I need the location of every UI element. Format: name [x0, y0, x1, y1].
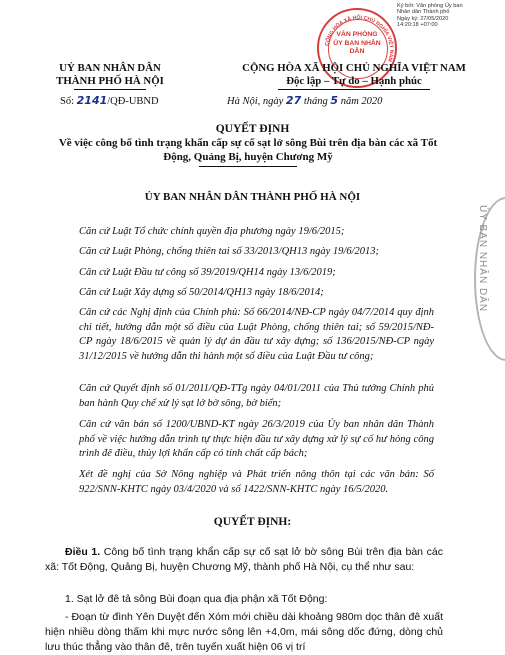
signature-line: Ký bởi: Văn phòng Ủy ban — [397, 3, 463, 9]
signature-line: Ngày ký: 27/05/2020 — [397, 15, 449, 22]
document-subtitle: Về việc công bố tình trạng khẩn cấp sự cố sạt lở sông Bùi trên địa bàn các xã Tốt Động, Quảng Bị, huyện Chương Mỹ — [58, 137, 438, 163]
decision-heading: QUYẾT ĐỊNH: — [213, 516, 292, 528]
article-label: Điều 1. — [65, 546, 101, 558]
issuer-header — [35, 62, 185, 88]
legal-basis: Căn cứ Luật Tổ chức chính quyền địa phương ngày 19/6/2015; — [79, 226, 345, 237]
legal-basis: Căn cứ các Nghị định của Chính phủ: Số 66/2014/NĐ-CP ngày 04/7/2014 quy định chi tiết, hướng dẫn một số điều của Luật Phòng, chống thiên tai; số 59/2015/NĐ-CP ngày 18/6/2015 về quản lý dự án đầu tư xây dựng; số 136/2015/NĐ-CP ngày 31/12/2015 về hướng dẫn thi hành một số điều của Luật Đầu tư công; — [79, 307, 434, 362]
motto-line-2: Độc lập – Tự do – Hạnh phúc — [286, 75, 422, 87]
legal-basis: Căn cứ Luật Xây dựng số 50/2014/QH13 ngày 18/6/2014; — [79, 287, 324, 298]
motto-line-1: CỘNG HÒA XÃ HỘI CHỦ NGHĨA VIỆT NAM — [242, 62, 466, 74]
handwritten-day: 27 — [285, 94, 302, 107]
signature-line: 14:20:18 +07:00 — [397, 22, 438, 29]
issuer-line-2: THÀNH PHỐ HÀ NỘI — [56, 75, 164, 87]
issue-date: Hà Nội, ngày 27 tháng 5 năm 2020 — [227, 94, 383, 107]
item-1-detail: - Đoạn từ đình Yên Duyệt đến Xóm mới chiều dài khoảng 980m dọc thân đê xuất hiện nhiều dòng thấm khi mực nước sông lên +4,0m, mái sông dốc đứng, dòng chủ lưu thúc thẳng vào thân đê, trên tuyến xuất hiện 06 vị trí — [45, 611, 443, 653]
document-number — [60, 94, 159, 107]
legal-basis: Căn cứ Luật Đầu tư công số 39/2019/QH14 ngày 13/6/2019; — [79, 267, 336, 278]
motto-underline — [278, 89, 430, 90]
handwritten-month: 5 — [330, 94, 339, 107]
side-seal-text: ỦY BAN NHÂN DÂN — [477, 205, 488, 313]
issuer-underline — [74, 89, 146, 90]
legal-basis: Căn cứ Quyết định số 01/2011/QĐ-TTg ngày 04/01/2011 của Thủ tướng Chính phủ ban hành Quy chế xử lý sạt lở bờ sông, bờ biển; — [79, 383, 434, 409]
signature-line: Nhân dân Thành phố — [397, 9, 450, 16]
handwritten-number: 2141 — [76, 94, 108, 107]
national-motto — [204, 62, 504, 88]
item-1: 1. Sạt lở đê tả sông Bùi đoạn qua địa phận xã Tốt Động: — [65, 593, 328, 605]
legal-basis: Căn cứ Luật Phòng, chống thiên tai số 33/2013/QH13 ngày 19/6/2013; — [79, 246, 380, 257]
article-text: Công bố tình trạng khẩn cấp sự cố sạt lở bờ sông Bùi trên địa bàn các xã: Tốt Động, Quảng Bị, huyện Chương Mỹ, thành phố Hà Nội, cụ thể như sau: — [45, 546, 443, 573]
legal-basis: Căn cứ văn bản số 1200/UBND-KT ngày 26/3/2019 của Ủy ban nhân dân Thành phố về việc hướng dẫn trình tự thực hiện đầu tư xây dựng xử lý sự cố hư hỏng công trình đê điều, thủy lợi khẩn cấp có tính chất cấp bách; — [79, 419, 434, 459]
svg-text:CỘNG HÒA XÃ HỘI CHỦ NGHĨA VIỆT: CỘNG HÒA XÃ HỘI CHỦ NGHĨA VIỆT NAM — [324, 14, 395, 63]
title-underline — [199, 166, 297, 167]
number-suffix: /QĐ-UBND — [107, 96, 159, 107]
stamp-center-text: VĂN PHÒNG ỦY BAN NHÂN DÂN — [333, 31, 381, 55]
digital-signature-note — [397, 3, 503, 29]
legal-basis: Xét đề nghị của Sở Nông nghiệp và Phát triển nông thôn tại các văn bản: Số 922/SNN-KHTC ngày 03/4/2020 và số 1422/SNN-KHTC ngày 16/5/2020. — [79, 469, 434, 495]
issuer-line-1: UỶ BAN NHÂN DÂN — [59, 62, 161, 74]
article-1 — [45, 545, 443, 575]
number-label: Số: — [60, 96, 75, 107]
document-title: QUYẾT ĐỊNH — [215, 123, 290, 135]
issuing-authority: ỦY BAN NHÂN DÂN THÀNH PHỐ HÀ NỘI — [144, 191, 361, 203]
